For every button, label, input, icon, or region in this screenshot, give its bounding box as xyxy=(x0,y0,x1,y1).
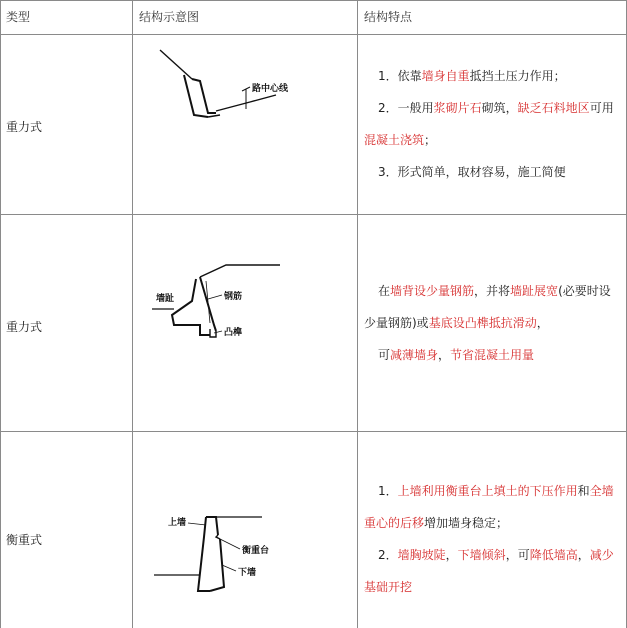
row1-line: 3．形式简单，取材容易，施工简便 xyxy=(378,165,566,179)
label-shear-key: 凸榫 xyxy=(224,328,243,338)
grid-h-row2 xyxy=(0,431,627,432)
row2-line: 少量钢筋)或基底设凸榫抵抗滑动， xyxy=(364,316,549,330)
row1-type: 重力式 xyxy=(6,120,43,134)
row2-line: 可减薄墙身，节省混凝土用量 xyxy=(378,348,535,362)
grid-v-left xyxy=(0,0,1,628)
row3-line: 重心的后移增加墙身稳定； xyxy=(364,516,509,530)
grid-h-header xyxy=(0,34,627,35)
label-road-centerline: 路中心线 xyxy=(252,84,289,94)
row3-line: 2．墙胸坡陡，下墙倾斜，可降低墙高，减少 xyxy=(378,548,614,562)
row3-features xyxy=(364,475,622,603)
row3-line: 基础开挖 xyxy=(364,580,413,594)
header-type: 类型 xyxy=(6,10,31,24)
row2-line: 在墙背设少量钢筋，并将墙趾展宽(必要时设 xyxy=(378,284,611,298)
grid-h-row1 xyxy=(0,214,627,215)
grid-h-top xyxy=(0,0,627,1)
cantilever-wall-diagram xyxy=(148,255,338,355)
row1-line: 1．依靠墙身自重抵挡土压力作用； xyxy=(378,69,566,83)
header-features: 结构特点 xyxy=(364,10,413,24)
label-wall-toe: 墙趾 xyxy=(156,294,175,304)
row1-line: 混凝土浇筑； xyxy=(364,133,437,147)
label-rebar: 钢筋 xyxy=(224,292,243,302)
label-balance-platform: 衡重台 xyxy=(242,546,270,556)
grid-v-col1 xyxy=(132,0,133,628)
gravity-wall-diagram xyxy=(150,45,330,135)
row3-line: 1．上墙利用衡重台上填土的下压作用和全墙 xyxy=(378,484,614,498)
label-lower-wall: 下墙 xyxy=(238,568,257,578)
grid-v-col2 xyxy=(357,0,358,628)
balanced-weight-wall-diagram xyxy=(150,505,300,605)
row1-features xyxy=(364,60,622,188)
row2-features xyxy=(364,275,622,371)
label-upper-wall: 上墙 xyxy=(168,518,187,528)
row3-type: 衡重式 xyxy=(6,533,43,547)
header-diagram: 结构示意图 xyxy=(139,10,200,24)
row2-type: 重力式 xyxy=(6,320,43,334)
row1-line: 2．一般用浆砌片石砌筑，缺乏石料地区可用 xyxy=(378,101,614,115)
